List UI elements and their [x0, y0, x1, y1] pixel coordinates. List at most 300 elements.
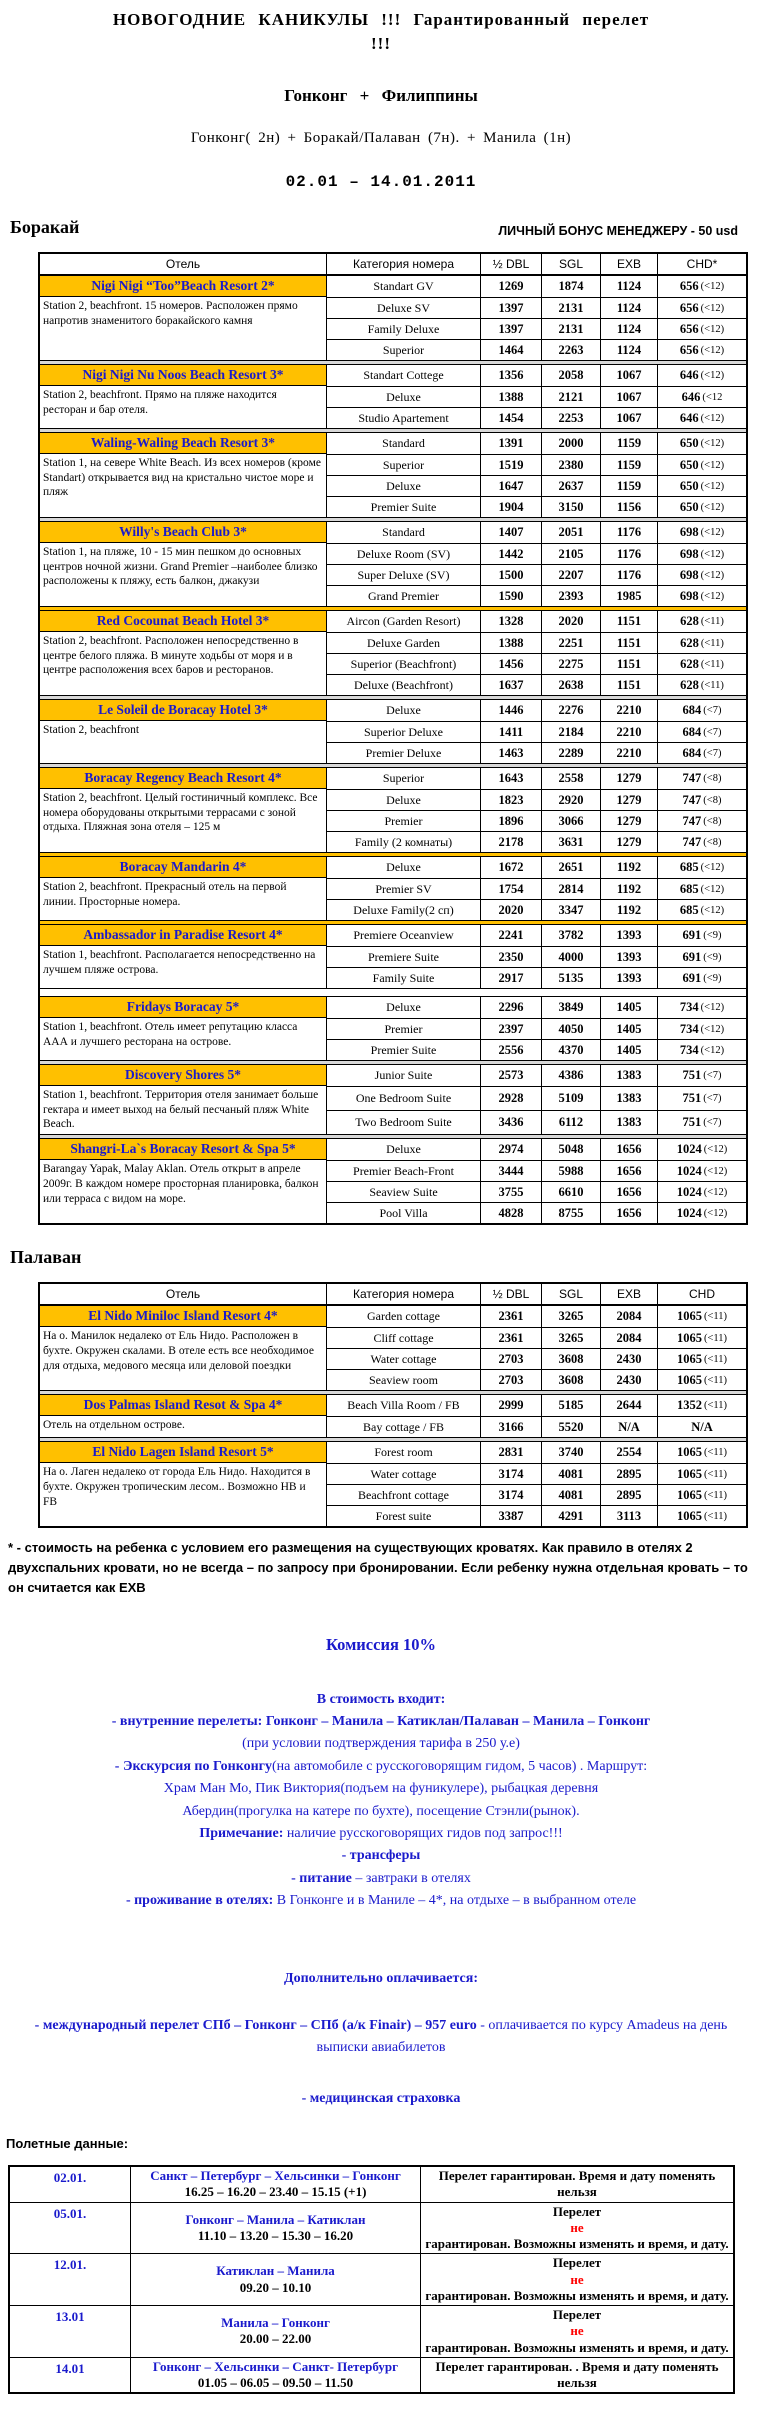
room-category: Family Deluxe [326, 318, 480, 339]
price-sgl: 2000 [541, 433, 600, 454]
price-dbl: 1397 [480, 318, 541, 339]
price-chd [657, 1416, 746, 1437]
chd-value: 656 [679, 342, 699, 357]
column-header: ½ DBL [480, 254, 541, 274]
price-chd [657, 1110, 746, 1134]
hotel-name: Nigi Nigi “Too”Beach Resort 2* [40, 276, 326, 297]
tour-dates: 02.01 – 14.01.2011 [285, 173, 477, 191]
price-chd [657, 789, 746, 810]
price-exb: 1279 [600, 768, 657, 789]
text-bold-segment: - проживание в отелях: [125, 1893, 274, 1909]
price-exb: 1156 [600, 496, 657, 517]
chd-age-note: (<11) [703, 1353, 728, 1365]
flight-row [10, 2305, 733, 2357]
hotel-group [40, 276, 746, 360]
chd-value: 1065 [676, 1330, 702, 1345]
flight-route [130, 2203, 420, 2254]
text-segment: – завтраки в отелях [351, 1870, 471, 1886]
price-exb: 1192 [600, 899, 657, 920]
price-exb: 1393 [600, 925, 657, 946]
price-sgl: 4386 [541, 1065, 600, 1086]
price-exb: 1124 [600, 318, 657, 339]
chd-value: 1024 [676, 1142, 702, 1157]
chd-age-note: (<11) [703, 1400, 728, 1412]
chd-age-note: (<11) [700, 616, 724, 627]
chd-age-note: (<12) [700, 501, 725, 513]
price-sgl: 4081 [541, 1484, 600, 1505]
note-not-word: не [570, 2271, 584, 2287]
price-sgl: 6112 [541, 1110, 600, 1134]
price-dbl: 2999 [480, 1395, 541, 1416]
chd-age-note: (<12) [703, 1207, 728, 1219]
hotel-group [40, 925, 746, 988]
price-sgl: 4291 [541, 1505, 600, 1526]
flight-table [8, 2165, 735, 2394]
room-category: Deluxe Garden [326, 632, 480, 653]
price-sgl: 2920 [541, 789, 600, 810]
price-sgl: 2651 [541, 857, 600, 878]
room-category: Water cottage [326, 1463, 480, 1484]
room-category: Deluxe Room (SV) [326, 543, 480, 564]
price-chd [657, 946, 746, 967]
hotel-description: На о. Лаген недалеко от города Ель Нидо. Находится в бухте. Окружен тропическим лесом.. Возможно HB и FB [43, 1466, 311, 1508]
room-category: Standard [326, 522, 480, 543]
price-exb: 1067 [600, 365, 657, 386]
note-not-word: не [570, 2323, 584, 2339]
price-dbl: 1464 [480, 339, 541, 360]
price-exb: 1124 [600, 297, 657, 318]
price-exb: 1383 [600, 1065, 657, 1086]
chd-age-note: (<12) [700, 480, 725, 492]
price-dbl: 1446 [480, 700, 541, 721]
price-exb: 1383 [600, 1110, 657, 1134]
price-chd [657, 1348, 746, 1369]
text-segment: наличие русскоговорящих гидов под запрос!!! [283, 1825, 563, 1841]
price-exb: 1656 [600, 1202, 657, 1223]
chd-value: N/A [691, 1419, 713, 1434]
hotel-description: Station 2, beachfront. Расположен непосредственно в центре белого пляжа. В минуте ходьбы от моря и в центре расположения всех баров и ресторанов. [43, 635, 299, 677]
price-sgl: 2289 [541, 742, 600, 763]
hotel-description: Station 1, на пляже, 10 - 15 мин пешком до основных центров ночной жизни. Grand Premier –наиболее близко расположены к пляжу, есть балкон, джакузи [43, 546, 318, 588]
price-exb: 1124 [600, 276, 657, 297]
chd-value: 656 [679, 279, 699, 293]
room-category: Deluxe [326, 386, 480, 407]
chd-value: 650 [679, 457, 699, 472]
price-dbl: 1647 [480, 475, 541, 496]
text-segment: - оплачивается по курсу Amadeus на день выписки авиабилетов [316, 2017, 728, 2056]
commission-note: Комиссия 10% [325, 1634, 437, 1654]
chd-age-note: (<12) [700, 904, 725, 916]
chd-age-note: (<12) [700, 1044, 725, 1056]
chd-value: 734 [679, 1000, 699, 1014]
chd-age-note: (<12) [700, 590, 725, 602]
price-sgl: 2558 [541, 768, 600, 789]
price-sgl: 5135 [541, 967, 600, 988]
price-dbl: 3174 [480, 1463, 541, 1484]
chd-value: 650 [679, 499, 699, 514]
flight-times: 01.05 – 06.05 – 09.50 – 11.50 [197, 2375, 354, 2391]
price-sgl: 2637 [541, 475, 600, 496]
room-category: Pool Villa [326, 1202, 480, 1223]
price-chd [657, 543, 746, 564]
room-category: Family Suite [326, 967, 480, 988]
flight-times: 09.20 – 10.10 [239, 2279, 312, 2295]
price-chd [657, 997, 746, 1018]
chd-age-note: (<12) [700, 1002, 725, 1013]
chd-value: 691 [682, 928, 702, 942]
price-sgl: 2253 [541, 407, 600, 428]
chd-value: 685 [679, 902, 699, 917]
column-header: Категория номера [326, 254, 480, 274]
price-chd [657, 611, 746, 632]
hotel-group [40, 1306, 746, 1390]
chd-value: 698 [679, 525, 699, 539]
chd-value: 628 [680, 635, 699, 650]
price-dbl: 2917 [480, 967, 541, 988]
price-sgl: 5109 [541, 1086, 600, 1110]
price-sgl: 3849 [541, 997, 600, 1018]
hotel-description: Station 1, beachfront. Располагается непосредственно на лучшем пляже острова. [43, 949, 316, 976]
price-exb: 3113 [600, 1505, 657, 1526]
hotel-description: Station 2, beachfront. Прямо на пляже находится ресторан и бар отеля. [43, 389, 277, 416]
text-segment: (при условии подтверждения тарифа в 250 у.е) [242, 1736, 520, 1752]
flight-date: 13.01 [55, 2309, 85, 2325]
room-category: Junior Suite [326, 1065, 480, 1086]
price-dbl: 1643 [480, 768, 541, 789]
chd-age-note: (<8) [703, 794, 722, 806]
price-dbl: 2703 [480, 1348, 541, 1369]
price-sgl: 1874 [541, 276, 600, 297]
price-dbl: 1397 [480, 297, 541, 318]
price-dbl: 2361 [480, 1327, 541, 1348]
column-header: EXB [600, 1284, 657, 1304]
room-category: Aircon (Garden Resort) [326, 611, 480, 632]
room-category: Premier [326, 1018, 480, 1039]
flight-route-cities: Санкт – Петербург – Хельсинки – Гонконг [150, 2168, 401, 2184]
room-category: Superior [326, 768, 480, 789]
chd-value: 698 [679, 546, 699, 561]
hotel-group [40, 1395, 746, 1437]
price-chd [657, 674, 746, 695]
room-category: Premiere Oceanview [326, 925, 480, 946]
hotel-description: Station 1, на севере White Beach. Из всех номеров (кроме Standart) открывается вид на кристально чистое море и пляж [43, 457, 321, 499]
chd-age-note: (<7) [703, 726, 722, 738]
price-sgl: 2393 [541, 585, 600, 606]
room-category: Deluxe (Beachfront) [326, 674, 480, 695]
room-category: Premiere Suite [326, 946, 480, 967]
flight-note [420, 2167, 733, 2202]
price-chd [657, 857, 746, 878]
price-chd [657, 407, 746, 428]
chd-age-note: (<8) [703, 836, 722, 848]
chd-value: 650 [679, 478, 699, 493]
note-text: Перелет гарантирован. . Время и дату поменять нельзя [435, 2358, 719, 2391]
hotel-name: Shangri-La`s Boracay Resort & Spa 5* [40, 1139, 326, 1160]
chd-value: 691 [682, 970, 702, 985]
chd-value: 1065 [676, 1351, 702, 1366]
price-sgl: 2058 [541, 365, 600, 386]
price-sgl: 3740 [541, 1442, 600, 1463]
price-dbl: 2556 [480, 1039, 541, 1060]
flight-date: 02.01. [53, 2170, 87, 2186]
chd-value: 628 [680, 656, 699, 671]
chd-age-note: (<8) [703, 773, 722, 784]
price-exb: 1067 [600, 386, 657, 407]
table-header-row [40, 1284, 746, 1306]
price-sgl: 5988 [541, 1160, 600, 1181]
price-exb: 2430 [600, 1348, 657, 1369]
room-category: Deluxe [326, 1139, 480, 1160]
chd-value: 1065 [676, 1445, 702, 1460]
text-segment: Храм Ман Мо, Пик Виктория(подъем на фуникулере), рыбацкая деревня [163, 1781, 599, 1797]
chd-age-note: (<9) [703, 930, 722, 941]
price-sgl: 2020 [541, 611, 600, 632]
chd-age-note: (<7) [703, 1093, 722, 1105]
price-exb: 2210 [600, 721, 657, 742]
room-category: Standard [326, 433, 480, 454]
price-chd [657, 564, 746, 585]
chd-age-note: (<12) [700, 344, 725, 356]
hotel-group [40, 611, 746, 695]
chd-age-note: (<12) [700, 323, 725, 335]
flight-route-cities: Катиклан – Манила [216, 2263, 335, 2279]
room-category: Family (2 комнаты) [326, 831, 480, 852]
price-exb: 1151 [600, 632, 657, 653]
price-chd [657, 1181, 746, 1202]
text-line [20, 2088, 742, 2110]
flight-route [130, 2254, 420, 2305]
price-chd [657, 1369, 746, 1390]
price-exb: 1176 [600, 543, 657, 564]
price-dbl: 2703 [480, 1369, 541, 1390]
flight-times: 16.25 – 16.20 – 23.40 – 15.15 (+1) [184, 2184, 367, 2200]
chd-value: 1065 [676, 1309, 702, 1324]
room-category: Two Bedroom Suite [326, 1110, 480, 1134]
chd-value: 656 [679, 300, 699, 315]
chd-value: 646 [679, 410, 699, 425]
chd-age-note: (<11) [703, 1311, 728, 1323]
room-category: Garden cottage [326, 1306, 480, 1327]
column-header: SGL [541, 1284, 600, 1304]
flight-note [420, 2203, 733, 2254]
text-segment: Абердин(прогулка на катере по бухте), посещение Стэнли(рынок). [182, 1803, 580, 1819]
price-dbl: 1328 [480, 611, 541, 632]
room-category: Superior Deluxe [326, 721, 480, 742]
chd-age-note: (<11) [703, 1332, 728, 1344]
chd-age-note: (<7) [703, 1070, 722, 1081]
price-exb: 2895 [600, 1463, 657, 1484]
text-bold-segment: - питание [291, 1870, 352, 1886]
price-exb: 2210 [600, 742, 657, 763]
chd-value: 684 [682, 724, 702, 739]
column-header: CHD* [657, 254, 746, 274]
price-exb: 2084 [600, 1327, 657, 1348]
price-exb: 1279 [600, 831, 657, 852]
text-line [20, 2015, 742, 2060]
price-sgl: 3631 [541, 831, 600, 852]
column-header: Категория номера [326, 1284, 480, 1304]
room-category: Studio Apartement [326, 407, 480, 428]
price-dbl: 2397 [480, 1018, 541, 1039]
chd-value: 646 [681, 389, 701, 404]
room-category: Premier Deluxe [326, 742, 480, 763]
price-sgl: 2276 [541, 700, 600, 721]
chd-age-note: (<11) [703, 1447, 728, 1459]
note-not-word: не [570, 2219, 584, 2235]
chd-value: 628 [680, 614, 699, 628]
price-sgl: 3347 [541, 899, 600, 920]
price-sgl: 2121 [541, 386, 600, 407]
flight-date: 14.01 [55, 2360, 85, 2376]
text-line [14, 1733, 748, 1755]
room-category: Beach Villa Room / FB [326, 1395, 480, 1416]
chd-age-note: (<12) [700, 281, 725, 292]
price-sgl: 2638 [541, 674, 600, 695]
price-dbl: 1519 [480, 454, 541, 475]
hotel-name: Le Soleil de Boracay Hotel 3* [40, 700, 326, 721]
price-dbl: 2831 [480, 1442, 541, 1463]
chd-value: 747 [682, 771, 702, 785]
price-dbl: 3755 [480, 1181, 541, 1202]
price-chd [657, 276, 746, 297]
text-bold-segment: - внутренние перелеты: Гонконг – Манила – Катиклан/Палаван – Манила – Гонконг [111, 1713, 651, 1729]
flight-note [420, 2358, 733, 2393]
room-category: Deluxe SV [326, 297, 480, 318]
price-dbl: 1269 [480, 276, 541, 297]
price-chd [657, 496, 746, 517]
price-chd [657, 1139, 746, 1160]
price-chd [657, 899, 746, 920]
chd-value: 734 [679, 1042, 699, 1057]
price-exb: 1393 [600, 967, 657, 988]
column-header: CHD [657, 1284, 746, 1304]
price-dbl: 1590 [480, 585, 541, 606]
chd-value: 1352 [676, 1398, 702, 1413]
room-category: Superior [326, 454, 480, 475]
price-sgl: 8755 [541, 1202, 600, 1223]
price-chd [657, 1395, 746, 1416]
chd-value: 1065 [676, 1487, 702, 1502]
price-exb: 1279 [600, 810, 657, 831]
price-sgl: 3608 [541, 1348, 600, 1369]
note-text: Перелет гарантирован. Время и дату поменять нельзя [438, 2168, 716, 2200]
chd-value: 751 [682, 1068, 702, 1082]
chd-value: 1065 [676, 1508, 702, 1523]
price-chd [657, 1018, 746, 1039]
price-chd [657, 721, 746, 742]
room-category: One Bedroom Suite [326, 1086, 480, 1110]
price-sgl: 4050 [541, 1018, 600, 1039]
chd-value: 684 [682, 703, 702, 717]
price-sgl: 5185 [541, 1395, 600, 1416]
room-category: Cliff cottage [326, 1327, 480, 1348]
chd-value: 747 [682, 813, 702, 828]
hotel-group [40, 522, 746, 606]
chd-value: 691 [682, 949, 702, 964]
note-text: Перелет [552, 2255, 602, 2271]
text-bold-segment: - медицинская страховка [301, 2090, 461, 2106]
price-dbl: 3166 [480, 1416, 541, 1437]
chd-age-note: (<12) [700, 370, 725, 381]
price-exb: N/A [600, 1416, 657, 1437]
flight-times: 11.10 – 13.20 – 15.30 – 16.20 [197, 2227, 354, 2243]
price-chd [657, 1463, 746, 1484]
chd-value: 684 [682, 745, 702, 760]
price-chd [657, 925, 746, 946]
price-chd [657, 1065, 746, 1086]
price-dbl: 1442 [480, 543, 541, 564]
price-exb: 2084 [600, 1306, 657, 1327]
price-sgl: 3265 [541, 1327, 600, 1348]
chd-value: 685 [679, 881, 699, 896]
hotel-name: Boracay Regency Beach Resort 4* [40, 768, 326, 789]
price-exb: 1151 [600, 674, 657, 695]
price-exb: 2895 [600, 1484, 657, 1505]
tour-subtitle: Гонконг + Филиппины [284, 86, 478, 105]
price-chd [657, 768, 746, 789]
price-chd [657, 433, 746, 454]
room-category: Deluxe [326, 789, 480, 810]
hotel-description: Отель на отдельном острове. [43, 1419, 185, 1432]
chd-value: 646 [679, 368, 699, 382]
price-dbl: 4828 [480, 1202, 541, 1223]
price-dbl: 1637 [480, 674, 541, 695]
price-exb: 1159 [600, 475, 657, 496]
hotel-group [40, 365, 746, 428]
price-sgl: 4000 [541, 946, 600, 967]
price-sgl: 5048 [541, 1139, 600, 1160]
price-dbl: 2241 [480, 925, 541, 946]
price-chd [657, 1442, 746, 1463]
price-sgl: 2263 [541, 339, 600, 360]
chd-value: 685 [679, 860, 699, 874]
boracay-hotel-table [38, 252, 748, 1225]
price-exb: 1405 [600, 997, 657, 1018]
price-dbl: 1391 [480, 433, 541, 454]
hotel-description: Station 1, beachfront. Отель имеет репутацию класса ААА и лучшего ресторана на острове. [43, 1021, 298, 1048]
chd-value: 1024 [676, 1184, 702, 1199]
price-exb: 1159 [600, 454, 657, 475]
price-chd [657, 632, 746, 653]
chd-age-note: (<12) [700, 412, 725, 424]
chd-age-note: (<12) [703, 1165, 728, 1177]
hotel-description: Station 2, beachfront. 15 номеров. Расположен прямо напротив знаменитого боракайского камня [43, 300, 298, 327]
chd-value: 734 [679, 1021, 699, 1036]
price-chd [657, 1306, 746, 1327]
flight-note [420, 2306, 733, 2357]
price-exb: 1067 [600, 407, 657, 428]
price-dbl: 2020 [480, 899, 541, 920]
hotel-description: На о. Манилок недалеко от Ель Нидо. Расположен в бухте. Окружен скалами. В отеле есть все необходимое для отдыха, медового месяца или деловой поездки [43, 1330, 314, 1372]
text-bold-segment: - международный перелет СПб – Гонконг – СПб (а/к Finair) – 957 euro [34, 2017, 477, 2033]
paid-extra-section [0, 1968, 762, 2110]
chd-age-note: (<12) [700, 438, 725, 449]
room-category: Standart GV [326, 276, 480, 297]
hotel-group [40, 433, 746, 517]
room-category: Water cottage [326, 1348, 480, 1369]
text-line [14, 1778, 748, 1800]
boracay-heading: Боракай [10, 217, 80, 237]
price-exb: 1192 [600, 857, 657, 878]
chd-age-note: (<11) [700, 679, 724, 691]
price-exb: 1656 [600, 1181, 657, 1202]
chd-age-note: (<12) [700, 883, 725, 895]
hotel-name: Fridays Boracay 5* [40, 997, 326, 1018]
text-segment: В Гонконге и в Маниле – 4*, на отдыхе – в выбранном отеле [273, 1893, 637, 1909]
column-header: ½ DBL [480, 1284, 541, 1304]
price-exb: 1124 [600, 339, 657, 360]
price-sgl: 3150 [541, 496, 600, 517]
